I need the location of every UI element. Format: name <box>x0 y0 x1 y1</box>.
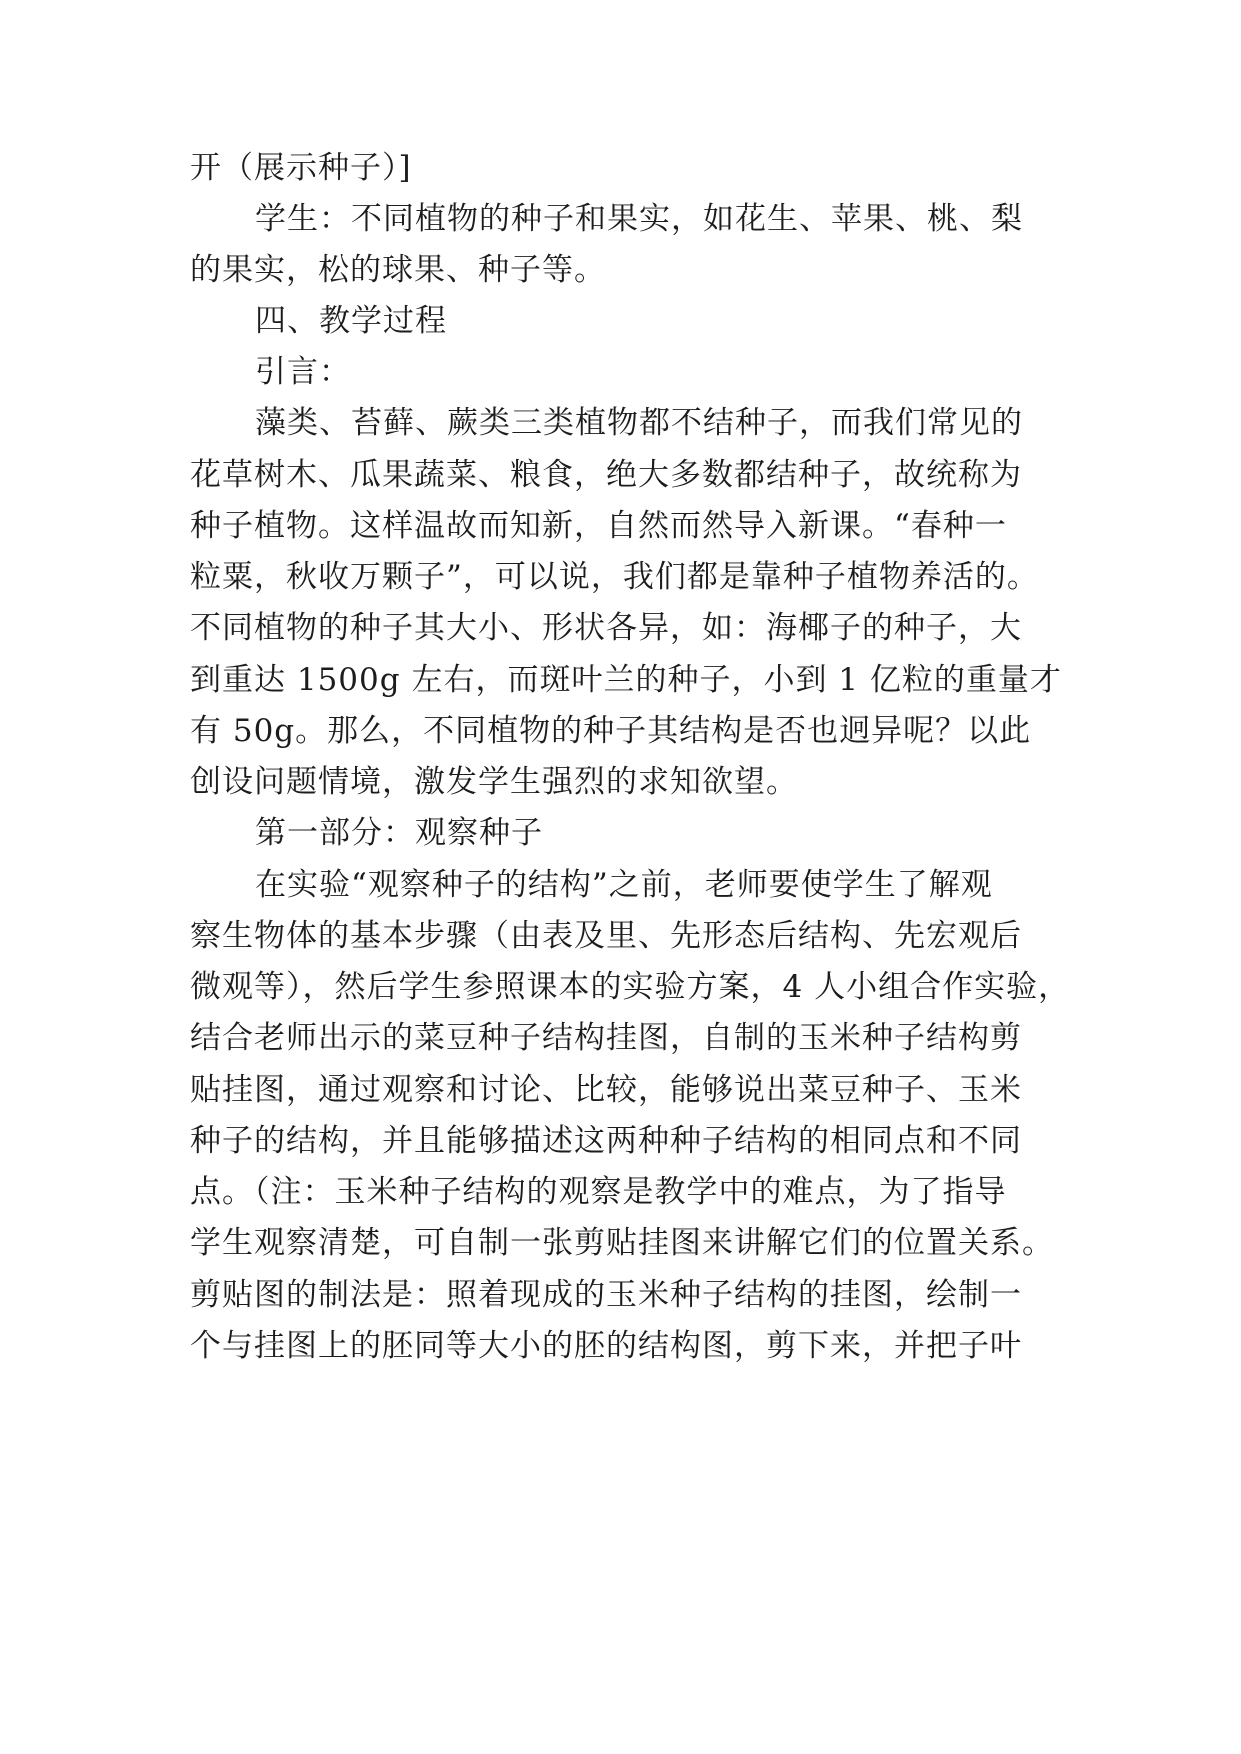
text-line: 开（展示种子）] <box>190 150 412 186</box>
text-line: 到重达 1500g 左右，而斑叶兰的种子，小到 1 亿粒的重量才 <box>190 662 1062 698</box>
text-line: 花草树木、瓜果蔬菜、粮食，绝大多数都结种子，故统称为 <box>190 457 1022 493</box>
text-line: 剪贴图的制法是：照着现成的玉米种子结构的挂图，绘制一 <box>190 1277 1022 1313</box>
text-line: 种子植物。这样温故而知新，自然而然导入新课。“春种一 <box>190 508 1007 544</box>
text-line: 有 50g。那么，不同植物的种子其结构是否也迥异呢？以此 <box>190 713 1032 749</box>
subheading: 第一部分：观察种子 <box>255 815 543 851</box>
text-line: 学生观察清楚，可自制一张剪贴挂图来讲解它们的位置关系。 <box>190 1225 1054 1261</box>
text-line: 种子的结构，并且能够描述这两种种子结构的相同点和不同 <box>190 1123 1022 1159</box>
text-line: 点。（注：玉米种子结构的观察是教学中的难点，为了指导 <box>190 1174 1007 1210</box>
text-line: 在实验“观察种子的结构”之前，老师要使学生了解观 <box>255 867 993 903</box>
text-line: 学生：不同植物的种子和果实，如花生、苹果、桃、梨 <box>255 201 1023 237</box>
text-line: 不同植物的种子其大小、形状各异，如：海椰子的种子，大 <box>190 610 1022 646</box>
text-line: 微观等），然后学生参照课本的实验方案，4 人小组合作实验， <box>190 969 1071 1005</box>
text-line: 的果实，松的球果、种子等。 <box>190 252 606 288</box>
section-heading: 四、教学过程 <box>255 303 447 339</box>
text-line: 贴挂图，通过观察和讨论、比较，能够说出菜豆种子、玉米 <box>190 1072 1022 1108</box>
subheading: 引言： <box>255 354 351 390</box>
text-line: 结合老师出示的菜豆种子结构挂图，自制的玉米种子结构剪 <box>190 1020 1022 1056</box>
text-line: 创设问题情境，激发学生强烈的求知欲望。 <box>190 764 798 800</box>
text-line: 藻类、苔藓、蕨类三类植物都不结种子，而我们常见的 <box>255 405 1023 441</box>
text-line: 个与挂图上的胚同等大小的胚的结构图，剪下来，并把子叶 <box>190 1328 1022 1364</box>
text-line: 察生物体的基本步骤（由表及里、先形态后结构、先宏观后 <box>190 918 1022 954</box>
text-line: 粒粟，秋收万颗子”，可以说，我们都是靠种子植物养活的。 <box>190 559 1039 595</box>
